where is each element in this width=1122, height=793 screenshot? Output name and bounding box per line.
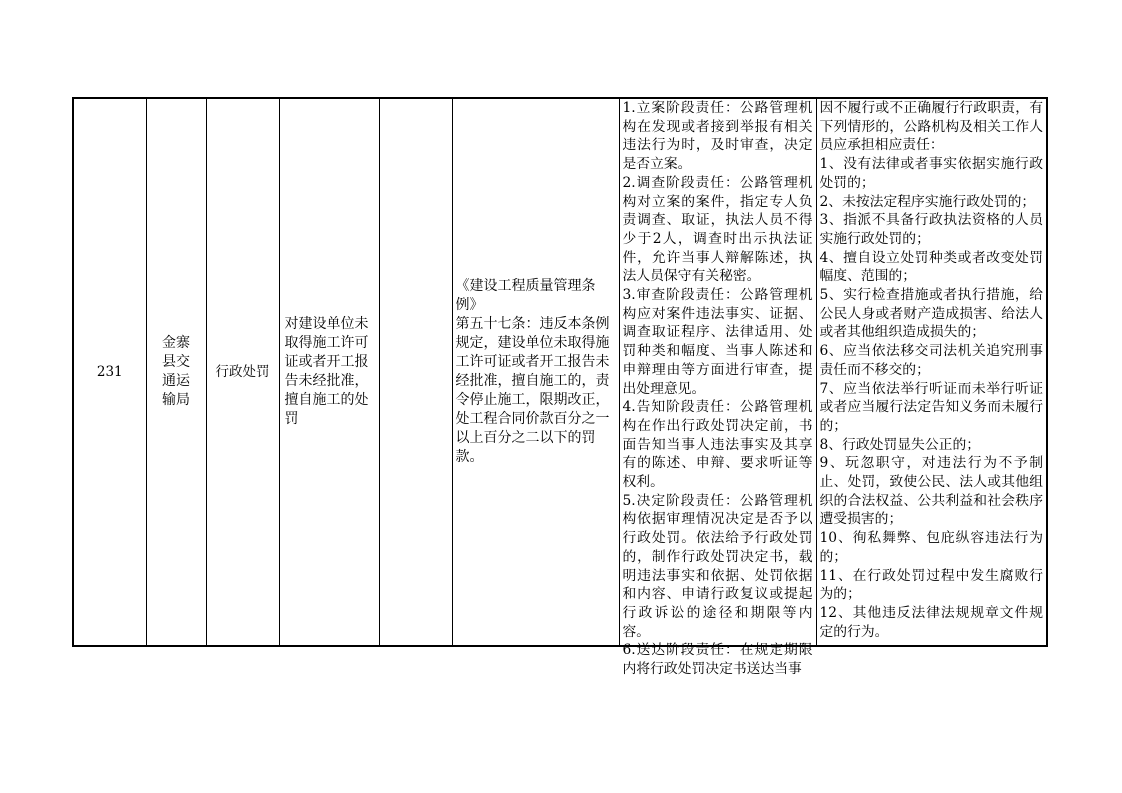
row-number: 231 [96, 363, 123, 380]
matter-cell [279, 98, 379, 646]
department-name: 金寨县交通运输局 [162, 335, 190, 408]
category-label: 行政处罚 [215, 363, 270, 380]
category-cell [206, 98, 279, 646]
table-row [73, 98, 1047, 646]
power-list-table [72, 97, 1048, 678]
basis-text: 《建设工程质量管理条例》 第五十七条：违反本条例规定，建设单位未取得施工许可证或者开工报告未经批准，擅自施工的，责令停止施工，限期改正，处工程合同价款百分之一以上百分之二以下的罚款。 [455, 278, 610, 465]
responsibility-cell [619, 98, 816, 678]
row-number-cell [73, 98, 146, 646]
liability-cell [816, 98, 1047, 646]
matter-text: 对建设单位未取得施工许可证或者开工报告未经批准，擅自施工的处罚 [284, 316, 369, 427]
department-cell [146, 98, 206, 646]
responsibility-text: 1.立案阶段责任：公路管理机构在发现或者接到举报有相关违法行为时，及时审查，决定是否立案。 2.调查阶段责任：公路管理机构对立案的案件，指定专人负责调查、取证，执法人员不得少于2人，调查时出示执法证件，允许当事人辩解陈述，执法人员保守有关秘密。 3.审查阶段责任：公路管理机构应对案件违法事实、证据、调查取证程序、法律适用、处罚种类和幅度、当事人陈述和申辩理由等方面进行审查，提出处理意见。 4.告知阶段责任：公路管理机构在作出行政处罚决定前，书面告知当事人违法事实及其享有的陈述、申辩、要求听证等权利。 5.决定阶段责任：公路管理机构依据审理情况决定是否予以行政处罚。依法给予行政处罚的，制作行政处罚决定书，载明违法事实和依据、处罚依据和内容、申请行政复议或提起行政诉讼的途径和期限等内容。 6.送达阶段责任：在规定期限内将行政处罚决定书送达当事 [622, 100, 813, 678]
sub-item-cell [379, 98, 452, 646]
basis-cell [452, 98, 619, 646]
liability-text: 因不履行或不正确履行行政职责，有下列情形的，公路机构及相关工作人员应承担相应责任： 1、没有法律或者事实依据实施行政处罚的； 2、未按法定程序实施行政处罚的； 3、指派不具备行政执法资格的人员实施行政处罚的； 4、擅自设立处罚种类或者改变处罚幅度、范围的； 5、实行检查措施或者执行措施，给公民人身或者财产造成损害、给法人或者其他组织造成损失的； 6、应当依法移交司法机关追究刑事责任而不移交的； 7、应当依法举行听证而未举行听证或者应当履行法定告知义务而未履行的； 8、行政处罚显失公正的； 9、玩忽职守，对违法行为不予制止、处罚，致使公民、法人或其他组织的合法权益、公共利益和社会秩序遭受损害的； 10、徇私舞弊、包庇纵容违法行为的； 11、在行政处罚过程中发生腐败行为的； 12、其他违反法律法规规章文件规定的行为。 [819, 100, 1043, 640]
